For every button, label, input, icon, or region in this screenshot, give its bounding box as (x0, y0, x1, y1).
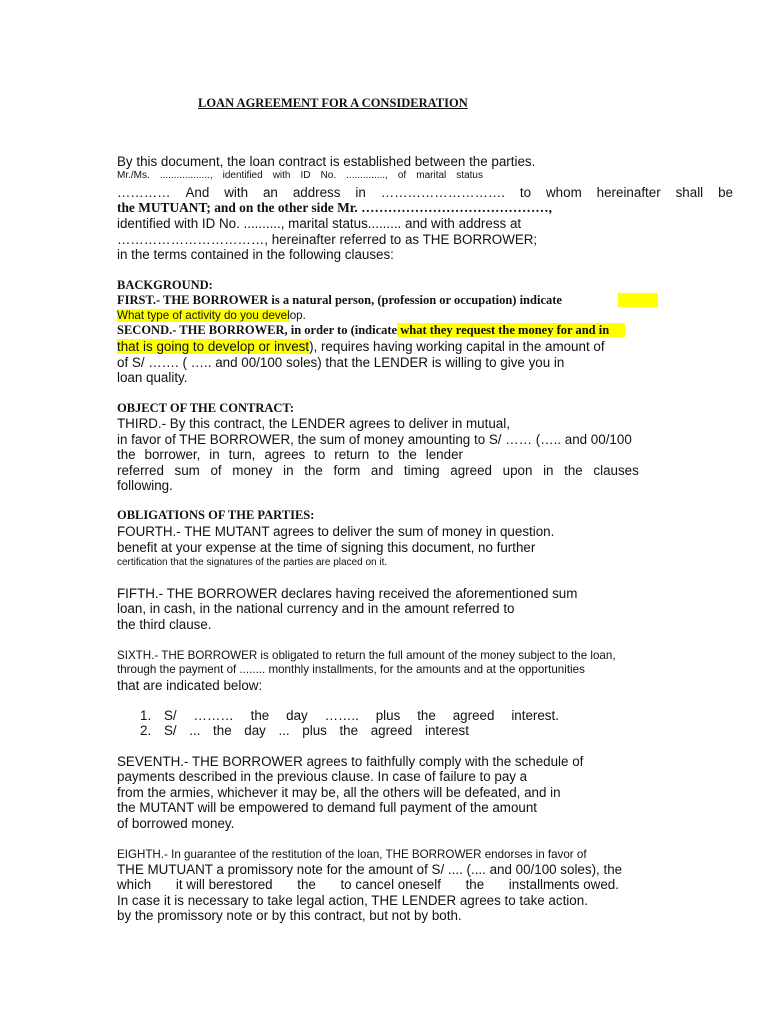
object-line-4 (117, 463, 639, 478)
word: with (224, 185, 249, 200)
background-line-4: loan quality. (117, 370, 188, 385)
word: ID (300, 170, 311, 181)
word: agreed (370, 723, 413, 738)
word: whom (546, 185, 582, 200)
word: Mr./Ms. (117, 170, 150, 181)
word: to (378, 447, 390, 462)
word: the (417, 708, 436, 723)
word: lender (425, 447, 463, 462)
word: return (334, 447, 370, 462)
obligations-header: OBLIGATIONS OF THE PARTIES: (117, 508, 315, 522)
list-number: 2. (140, 723, 152, 738)
eighth-line-3 (117, 877, 619, 892)
word: plus (375, 708, 401, 723)
plain-text: op. (289, 309, 306, 322)
word: agrees (264, 447, 306, 462)
highlighted-text: that is going to develop or invest (117, 339, 310, 354)
word: agreed (450, 463, 492, 478)
word: referred (117, 463, 164, 478)
word: be (718, 185, 733, 200)
fourth-line-1: FOURTH.- THE MUTANT agrees to deliver the sum of money in question. (117, 524, 555, 539)
intro-line-7: in the terms contained in the following clauses: (117, 247, 394, 262)
object-line-5: following. (117, 478, 173, 493)
word: shall (675, 185, 704, 200)
word: S/ (164, 708, 177, 723)
word: an (262, 185, 278, 200)
word: it will berestored (175, 877, 273, 892)
word: the (304, 463, 323, 478)
background-header: BACKGROUND: (117, 278, 213, 292)
background-second-line (117, 323, 625, 338)
eighth-line-5: by the promissory note or by this contract, but not by both. (117, 908, 462, 923)
list-text (164, 708, 559, 723)
word: day (286, 708, 308, 723)
word: the (339, 723, 359, 738)
plain-text: ), requires having working capital in the amount of (309, 339, 605, 354)
word: address (292, 185, 341, 200)
word: interest (425, 723, 469, 738)
intro-line-1: By this document, the loan contract is established between the parties. (117, 154, 536, 169)
fifth-line-1: FIFTH.- THE BORROWER declares having received the aforementioned sum (117, 586, 578, 601)
word: of (210, 463, 222, 478)
list-text (164, 723, 469, 738)
word: which (117, 877, 152, 892)
sixth-line-3: that are indicated below: (117, 678, 263, 693)
word: S/ (164, 723, 177, 738)
word: in (355, 185, 366, 200)
background-second-line-2 (117, 339, 605, 354)
intro-line-4: the MUTUANT; and on the other side Mr. ……………………………………, (117, 200, 552, 215)
word: ... (189, 723, 201, 738)
object-line-3 (117, 447, 463, 462)
background-first-line: FIRST.- THE BORROWER is a natural person, (profession or occupation) indicate (117, 293, 562, 307)
fourth-line-3: certification that the signatures of the parties are placed on it. (117, 557, 388, 568)
fifth-line-3: the third clause. (117, 617, 212, 632)
intro-line-5: identified with ID No. .........., marital status......... and with address at (117, 216, 522, 231)
highlighted-text: what they request the money for and in (397, 323, 625, 337)
word: the (117, 447, 136, 462)
word: to cancel oneself (340, 877, 441, 892)
word: the (564, 463, 583, 478)
word: the (297, 877, 316, 892)
word: status (456, 170, 483, 181)
plain-text: SECOND.- THE BORROWER, in order to (indicate (117, 323, 398, 337)
word: ………… (117, 185, 171, 200)
word: in (283, 463, 294, 478)
word: timing (403, 463, 440, 478)
word: agreed (452, 708, 495, 723)
word: clauses (593, 463, 639, 478)
word: of (397, 170, 407, 181)
word: the (398, 447, 417, 462)
word: the (213, 723, 232, 738)
word: sum (174, 463, 200, 478)
fourth-line-2: benefit at your expense at the time of signing this document, no further (117, 540, 536, 555)
word: borrower, (144, 447, 201, 462)
sixth-line-1: SIXTH.- THE BORROWER is obligated to return the full amount of the money subject to the loan, (117, 649, 616, 662)
word: ………………………. (380, 185, 505, 200)
intro-line-2 (117, 168, 483, 183)
word: ……… (193, 708, 234, 723)
word: form (333, 463, 361, 478)
word: with (272, 170, 291, 181)
word: interest. (511, 708, 559, 723)
sixth-line-2: through the payment of ........ monthly installments, for the amounts and at the opportunities (117, 663, 585, 676)
eighth-line-1: EIGHTH.- In guarantee of the restitution of the loan, THE BORROWER endorses in favor of (117, 848, 587, 861)
seventh-line-5: of borrowed money. (117, 816, 235, 831)
eighth-line-4: In case it is necessary to take legal action, THE LENDER agrees to take action. (117, 893, 588, 908)
word: And (185, 185, 210, 200)
highlight-box (618, 293, 658, 307)
background-line-3: of S/ ……. ( ….. and 00/100 soles) that the LENDER is willing to give you in (117, 355, 565, 370)
object-header: OBJECT OF THE CONTRACT: (117, 401, 294, 415)
word: upon (502, 463, 533, 478)
fifth-line-2: loan, in cash, in the national currency and in the amount referred to (117, 601, 515, 616)
word: turn, (228, 447, 256, 462)
seventh-line-3: from the armies, whichever it may be, all the others will be defeated, and in (117, 785, 561, 800)
list-item (140, 708, 559, 723)
seventh-line-4: the MUTANT will be empowered to demand full payment of the amount (117, 800, 538, 815)
word: to (519, 185, 532, 200)
word: .............., (346, 170, 388, 181)
intro-line-6: ……………………………, hereinafter referred to as THE BORROWER; (117, 232, 538, 247)
word: installments owed. (508, 877, 619, 892)
word: the (250, 708, 270, 723)
word: …….. (324, 708, 359, 723)
seventh-line-1: SEVENTH.- THE BORROWER agrees to faithfully comply with the schedule of (117, 754, 584, 769)
word: hereinafter (596, 185, 661, 200)
background-first-line-2 (117, 308, 306, 323)
object-line-2: in favor of THE BORROWER, the sum of money amounting to S/ …… (….. and 00/100 (117, 432, 632, 447)
eighth-line-2: THE MUTUANT a promissory note for the amount of S/ .... (.... and 00/100 soles), the (117, 862, 623, 877)
word: identified (222, 170, 263, 181)
seventh-line-2: payments described in the previous clause. In case of failure to pay a (117, 769, 528, 784)
word: money (232, 463, 273, 478)
document-title: LOAN AGREEMENT FOR A CONSIDERATION (198, 96, 468, 110)
word: plus (302, 723, 327, 738)
intro-line-3 (117, 185, 733, 200)
word: in (543, 463, 554, 478)
list-item (140, 723, 469, 738)
highlighted-text: What type of activity do you devel (117, 309, 290, 322)
word: .................., (159, 170, 213, 181)
word: to (314, 447, 326, 462)
word: marital (416, 170, 447, 181)
word: and (370, 463, 394, 478)
word: No. (320, 170, 337, 181)
word: the (465, 877, 485, 892)
object-line-1: THIRD.- By this contract, the LENDER agrees to deliver in mutual, (117, 416, 510, 431)
list-number: 1. (140, 708, 152, 723)
word: day (244, 723, 266, 738)
word: in (209, 447, 220, 462)
word: ... (278, 723, 290, 738)
